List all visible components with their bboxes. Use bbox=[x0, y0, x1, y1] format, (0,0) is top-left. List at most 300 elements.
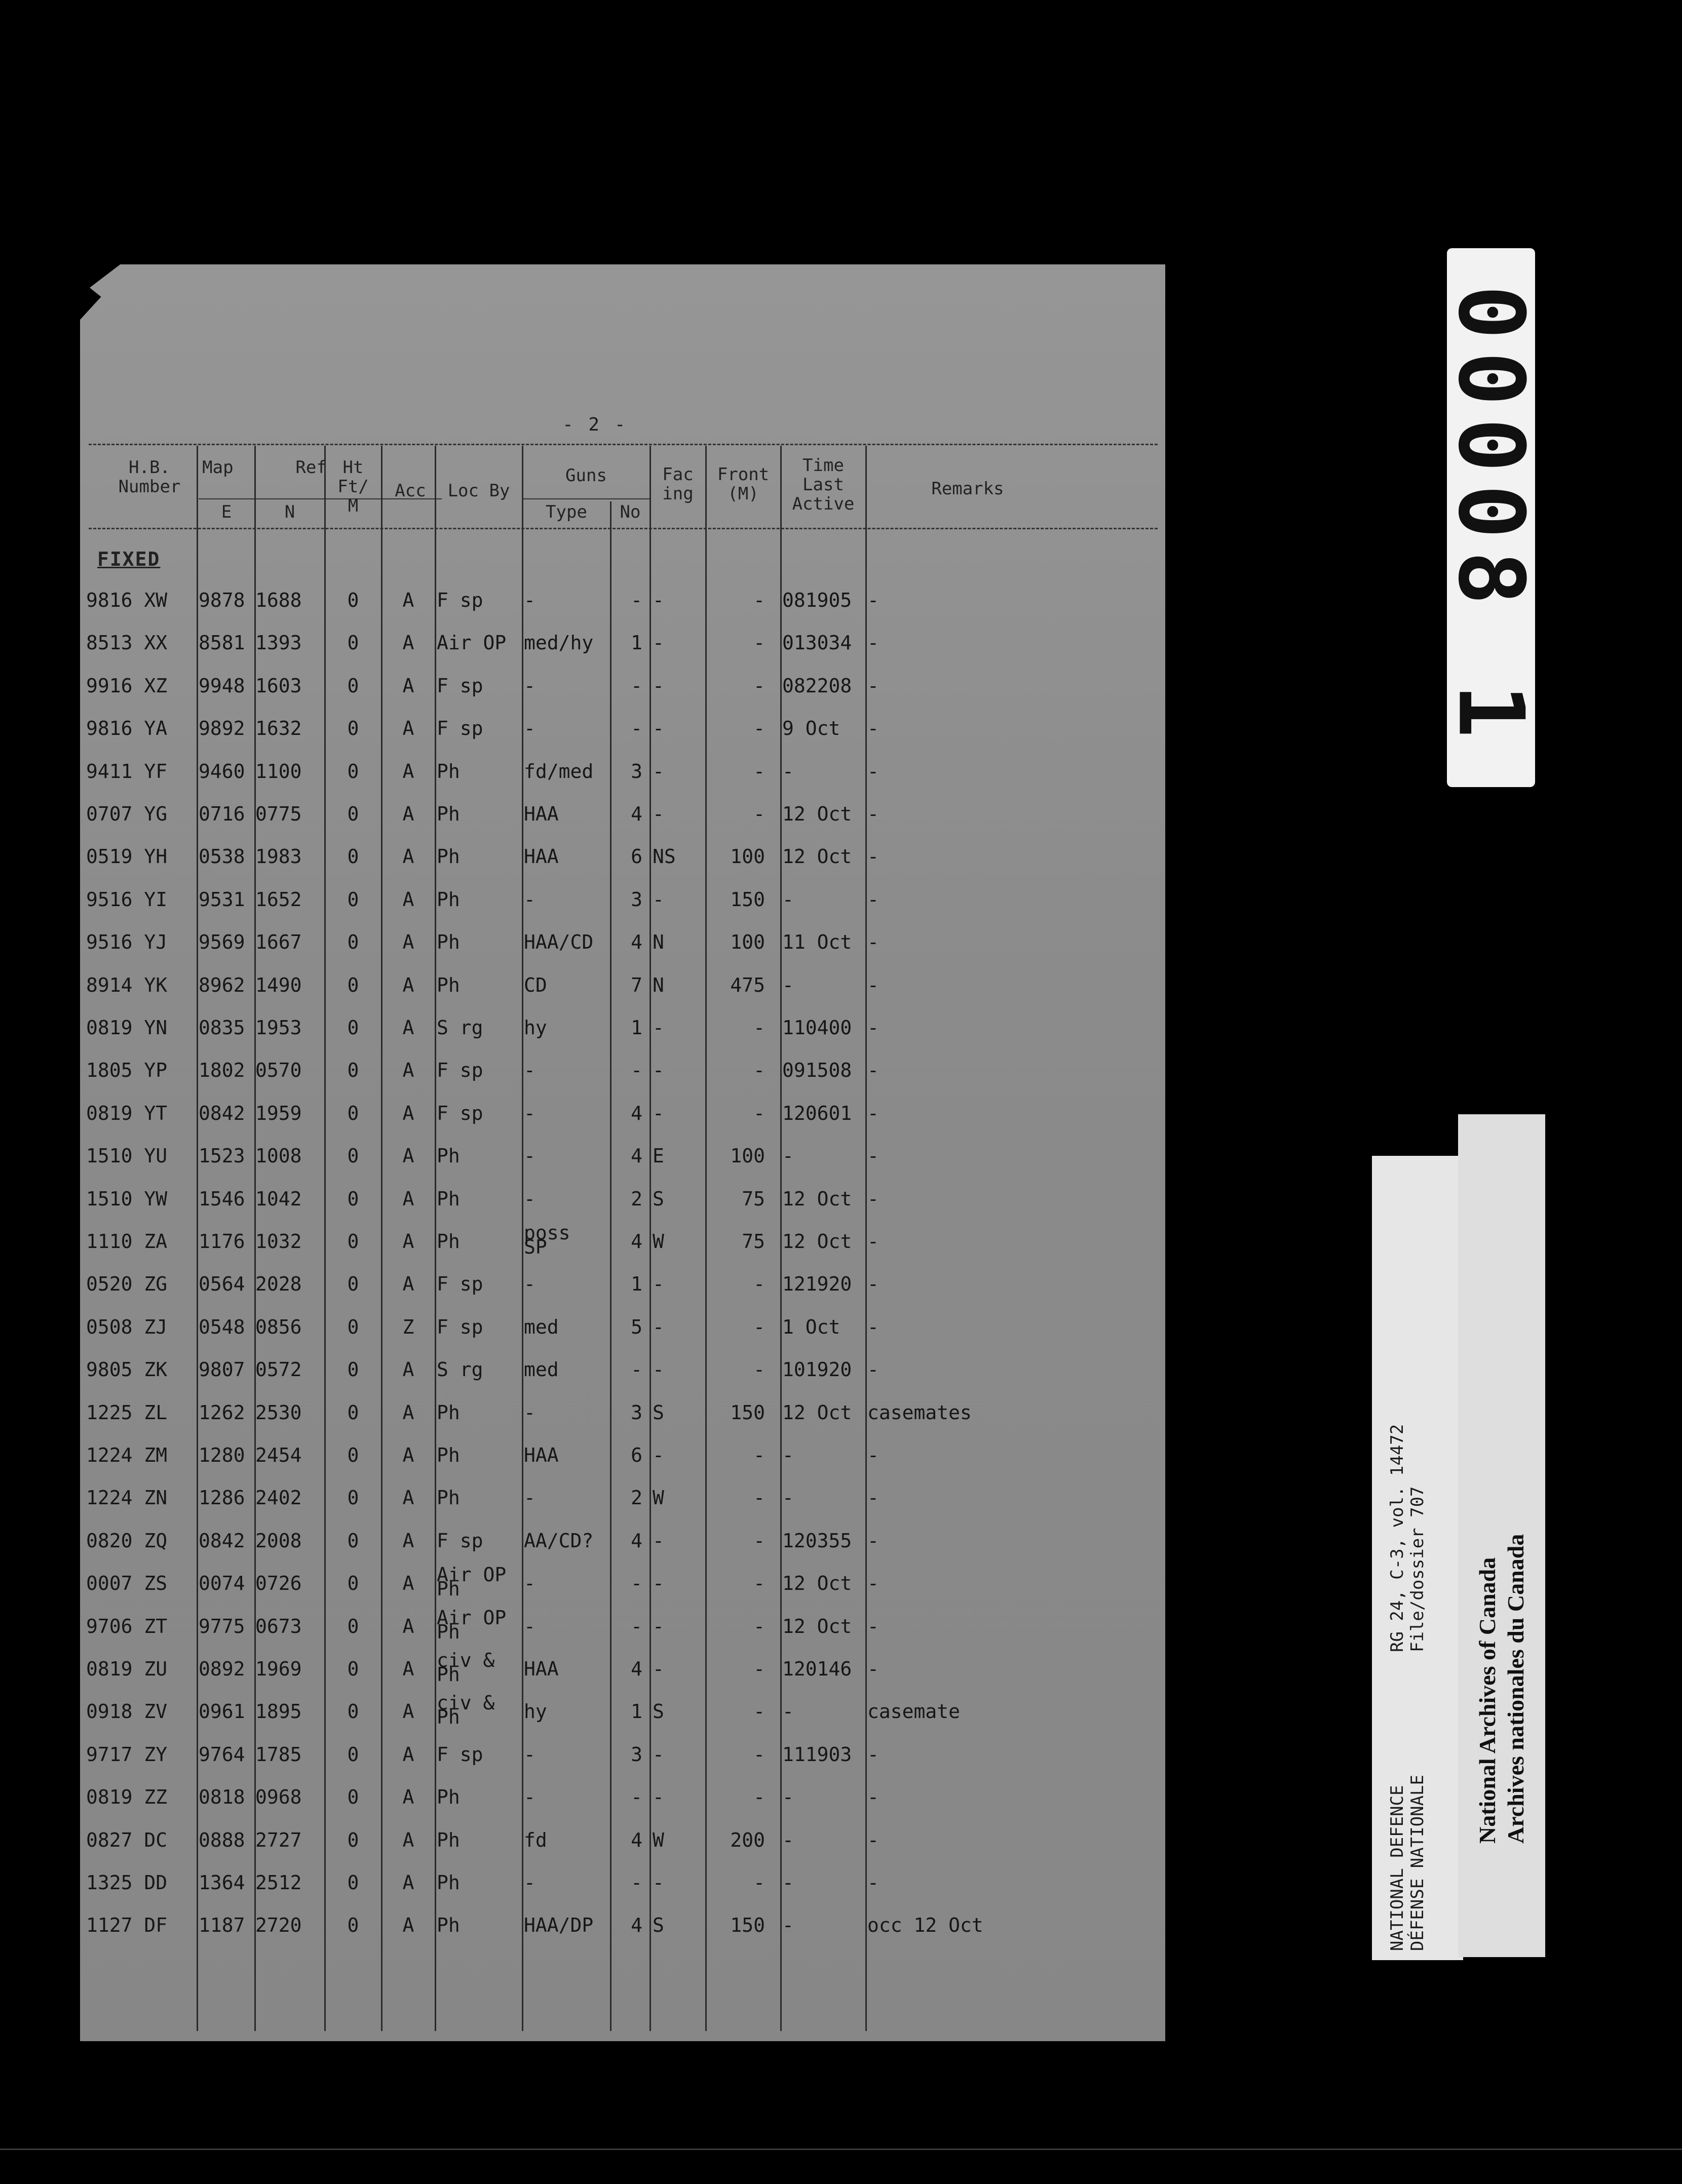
cell-located-by: Ph bbox=[437, 1444, 460, 1466]
cell-remarks: - bbox=[867, 1273, 879, 1296]
cell-accuracy: A bbox=[402, 973, 414, 996]
cell-located-by: civ & Ph bbox=[437, 1649, 495, 1686]
cell-accuracy: A bbox=[402, 1230, 414, 1253]
cell-map-n: 1959 bbox=[255, 1102, 302, 1124]
cell-frontage: 150 bbox=[730, 1914, 765, 1937]
cell-hb-number: 1127 DF bbox=[86, 1914, 168, 1937]
section-fixed: FIXED bbox=[97, 548, 161, 570]
cell-frontage: 150 bbox=[730, 1401, 765, 1424]
cell-height: 0 bbox=[347, 1743, 359, 1766]
cell-gun-count: 4 bbox=[631, 1828, 642, 1851]
cell-gun-type: - bbox=[524, 1615, 536, 1637]
cell-remarks: - bbox=[867, 1871, 879, 1894]
cell-time-last-active: 9 Oct bbox=[782, 717, 840, 740]
cell-located-by: Ph bbox=[437, 1487, 460, 1509]
cell-gun-count: - bbox=[631, 1871, 642, 1894]
cell-located-by: Ph bbox=[437, 1914, 460, 1937]
header-ht: Ht Ft/ M bbox=[337, 457, 369, 516]
cell-gun-count: - bbox=[631, 1615, 642, 1637]
cell-facing: - bbox=[653, 1529, 664, 1552]
cell-gun-type: AA/CD? bbox=[524, 1529, 594, 1552]
cell-gun-count: 3 bbox=[631, 1401, 642, 1424]
cell-remarks: - bbox=[867, 1444, 879, 1466]
cell-located-by: Ph bbox=[437, 888, 460, 911]
cell-gun-count: - bbox=[631, 589, 642, 611]
cell-gun-count: - bbox=[631, 1786, 642, 1809]
cell-gun-count: 4 bbox=[631, 1230, 642, 1253]
cell-facing: - bbox=[653, 1315, 664, 1338]
cell-gun-count: 4 bbox=[631, 1914, 642, 1937]
cell-accuracy: A bbox=[402, 1615, 414, 1637]
cell-located-by: Ph bbox=[437, 1401, 460, 1424]
cell-time-last-active: 12 Oct bbox=[782, 1572, 852, 1595]
cell-gun-count: - bbox=[631, 1358, 642, 1381]
label-defence-text bbox=[1387, 1775, 1428, 1951]
cell-map-e: 9807 bbox=[199, 1358, 245, 1381]
cell-facing: - bbox=[653, 1658, 664, 1680]
cell-facing: W bbox=[653, 1828, 664, 1851]
cell-located-by: S rg bbox=[437, 1017, 483, 1039]
table-top-rule bbox=[89, 444, 1158, 445]
cell-gun-type: - bbox=[524, 1187, 536, 1210]
cell-remarks: - bbox=[867, 1828, 879, 1851]
cell-map-n: 1895 bbox=[255, 1700, 302, 1723]
cell-frontage: 100 bbox=[730, 931, 765, 954]
cell-map-n: 0673 bbox=[255, 1615, 302, 1637]
cell-located-by: Ph bbox=[437, 1786, 460, 1809]
cell-map-e: 1546 bbox=[199, 1187, 245, 1210]
col-line bbox=[865, 446, 867, 2031]
header-front: Front (M) bbox=[717, 464, 770, 504]
cell-located-by: Ph bbox=[437, 973, 460, 996]
cell-facing: - bbox=[653, 717, 664, 740]
cell-hb-number: 9516 YJ bbox=[86, 931, 168, 954]
cell-located-by: Ph bbox=[437, 1187, 460, 1210]
cell-map-n: 1032 bbox=[255, 1230, 302, 1253]
cell-hb-number: 0918 ZV bbox=[86, 1700, 168, 1723]
cell-located-by: Ph bbox=[437, 1871, 460, 1894]
cell-located-by: F sp bbox=[437, 1059, 483, 1082]
cell-frontage: - bbox=[753, 1315, 765, 1338]
cell-facing: - bbox=[653, 1572, 664, 1595]
cell-frontage: - bbox=[753, 1358, 765, 1381]
cell-gun-type: HAA bbox=[524, 845, 559, 868]
cell-hb-number: 0707 YG bbox=[86, 803, 168, 825]
cell-gun-count: 1 bbox=[631, 1273, 642, 1296]
cell-height: 0 bbox=[347, 760, 359, 783]
cell-gun-count: 3 bbox=[631, 888, 642, 911]
cell-height: 0 bbox=[347, 1230, 359, 1253]
cell-height: 0 bbox=[347, 717, 359, 740]
cell-accuracy: A bbox=[402, 674, 414, 697]
cell-hb-number: 0007 ZS bbox=[86, 1572, 168, 1595]
cell-gun-type: - bbox=[524, 589, 536, 611]
cell-gun-type: - bbox=[524, 1273, 536, 1296]
cell-map-e: 0835 bbox=[199, 1017, 245, 1039]
cell-time-last-active: - bbox=[782, 1487, 794, 1509]
header-bottom-rule bbox=[89, 528, 1158, 529]
cell-gun-count: 1 bbox=[631, 1017, 642, 1039]
cell-gun-type: - bbox=[524, 1401, 536, 1424]
cell-hb-number: 1325 DD bbox=[86, 1871, 168, 1894]
cell-gun-type: HAA/CD bbox=[524, 931, 594, 954]
cell-height: 0 bbox=[347, 1572, 359, 1595]
cell-accuracy: A bbox=[402, 1358, 414, 1381]
cell-map-e: 9460 bbox=[199, 760, 245, 783]
cell-gun-type: - bbox=[524, 1145, 536, 1167]
cell-gun-count: - bbox=[631, 674, 642, 697]
header-facing: Fac ing bbox=[662, 464, 694, 504]
cell-map-e: 0888 bbox=[199, 1828, 245, 1851]
cell-facing: - bbox=[653, 589, 664, 611]
cell-map-n: 2512 bbox=[255, 1871, 302, 1894]
cell-map-n: 0775 bbox=[255, 803, 302, 825]
cell-map-e: 9892 bbox=[199, 717, 245, 740]
cell-time-last-active: 12 Oct bbox=[782, 1187, 852, 1210]
cell-remarks: casemates bbox=[867, 1401, 972, 1424]
cell-map-n: 2727 bbox=[255, 1828, 302, 1851]
cell-map-e: 0074 bbox=[199, 1572, 245, 1595]
cell-remarks: - bbox=[867, 1102, 879, 1124]
cell-map-n: 2028 bbox=[255, 1273, 302, 1296]
cell-facing: S bbox=[653, 1914, 664, 1937]
cell-hb-number: 9516 YI bbox=[86, 888, 168, 911]
cell-remarks: - bbox=[867, 760, 879, 783]
cell-time-last-active: 11 Oct bbox=[782, 931, 852, 954]
cell-remarks: - bbox=[867, 888, 879, 911]
cell-hb-number: 1224 ZM bbox=[86, 1444, 168, 1466]
cell-hb-number: 1510 YU bbox=[86, 1145, 168, 1167]
cell-frontage: 75 bbox=[742, 1187, 765, 1210]
cell-height: 0 bbox=[347, 1615, 359, 1637]
cell-hb-number: 1510 YW bbox=[86, 1187, 168, 1210]
cell-hb-number: 0508 ZJ bbox=[86, 1315, 168, 1338]
col-line bbox=[780, 446, 782, 2031]
cell-accuracy: A bbox=[402, 1572, 414, 1595]
cell-hb-number: 0827 DC bbox=[86, 1828, 168, 1851]
archive-label-defence bbox=[1372, 1156, 1463, 1960]
cell-height: 0 bbox=[347, 589, 359, 611]
cell-gun-type: poss SP bbox=[524, 1222, 570, 1258]
cell-accuracy: A bbox=[402, 888, 414, 911]
cell-map-n: 1393 bbox=[255, 632, 302, 654]
cell-height: 0 bbox=[347, 1315, 359, 1338]
cell-gun-type: HAA bbox=[524, 1444, 559, 1466]
cell-facing: E bbox=[653, 1145, 664, 1167]
cell-frontage: - bbox=[753, 1102, 765, 1124]
cell-map-e: 1262 bbox=[199, 1401, 245, 1424]
cell-gun-type: HAA/DP bbox=[524, 1914, 594, 1937]
cell-remarks: occ 12 Oct bbox=[867, 1914, 983, 1937]
cell-gun-type: - bbox=[524, 1487, 536, 1509]
cell-height: 0 bbox=[347, 1187, 359, 1210]
cell-frontage: - bbox=[753, 1444, 765, 1466]
cell-remarks: - bbox=[867, 1230, 879, 1253]
cell-gun-count: 3 bbox=[631, 1743, 642, 1766]
cell-map-e: 1286 bbox=[199, 1487, 245, 1509]
header-e: E bbox=[221, 502, 232, 522]
cell-accuracy: A bbox=[402, 1786, 414, 1809]
cell-map-e: 0538 bbox=[199, 845, 245, 868]
cell-remarks: - bbox=[867, 845, 879, 868]
cell-accuracy: A bbox=[402, 1487, 414, 1509]
cell-height: 0 bbox=[347, 1145, 359, 1167]
cell-hb-number: 1110 ZA bbox=[86, 1230, 168, 1253]
cell-map-e: 0818 bbox=[199, 1786, 245, 1809]
cell-remarks: - bbox=[867, 1145, 879, 1167]
cell-facing: S bbox=[653, 1700, 664, 1723]
cell-gun-count: 6 bbox=[631, 845, 642, 868]
cell-height: 0 bbox=[347, 632, 359, 654]
cell-time-last-active: 12 Oct bbox=[782, 1401, 852, 1424]
cell-gun-count: - bbox=[631, 1572, 642, 1595]
cell-gun-type: - bbox=[524, 1102, 536, 1124]
cell-time-last-active: - bbox=[782, 1828, 794, 1851]
cell-gun-type: - bbox=[524, 1572, 536, 1595]
cell-facing: S bbox=[653, 1401, 664, 1424]
cell-map-n: 1490 bbox=[255, 973, 302, 996]
label-line-file: File/dossier 707 bbox=[1407, 1486, 1428, 1652]
cell-remarks: - bbox=[867, 1529, 879, 1552]
cell-map-n: 1983 bbox=[255, 845, 302, 868]
cell-accuracy: A bbox=[402, 845, 414, 868]
cell-frontage: - bbox=[753, 717, 765, 740]
cell-facing: - bbox=[653, 1871, 664, 1894]
cell-frontage: - bbox=[753, 1786, 765, 1809]
page-number: - 2 - bbox=[562, 414, 628, 435]
cell-accuracy: A bbox=[402, 1828, 414, 1851]
cell-map-n: 1688 bbox=[255, 589, 302, 611]
cell-map-n: 0726 bbox=[255, 1572, 302, 1595]
cell-located-by: civ & Ph bbox=[437, 1692, 495, 1729]
cell-map-e: 1280 bbox=[199, 1444, 245, 1466]
cell-map-e: 0548 bbox=[199, 1315, 245, 1338]
frame-number: 00008 1 bbox=[1438, 285, 1544, 751]
cell-accuracy: A bbox=[402, 1187, 414, 1210]
cell-remarks: - bbox=[867, 717, 879, 740]
cell-facing: - bbox=[653, 1444, 664, 1466]
cell-frontage: - bbox=[753, 1059, 765, 1082]
cell-gun-count: - bbox=[631, 1059, 642, 1082]
cell-hb-number: 9717 ZY bbox=[86, 1743, 168, 1766]
cell-time-last-active: 082208 bbox=[782, 674, 852, 697]
cell-time-last-active: 120355 bbox=[782, 1529, 852, 1552]
cell-height: 0 bbox=[347, 1658, 359, 1680]
cell-gun-count: 7 bbox=[631, 973, 642, 996]
header-type: Type bbox=[546, 502, 587, 522]
cell-gun-count: 4 bbox=[631, 1102, 642, 1124]
cell-located-by: Ph bbox=[437, 931, 460, 954]
cell-accuracy: A bbox=[402, 632, 414, 654]
cell-time-last-active: 111903 bbox=[782, 1743, 852, 1766]
cell-hb-number: 0820 ZQ bbox=[86, 1529, 168, 1552]
col-line bbox=[435, 446, 436, 2031]
cell-accuracy: A bbox=[402, 1145, 414, 1167]
cell-facing: - bbox=[653, 1017, 664, 1039]
cell-gun-count: 2 bbox=[631, 1187, 642, 1210]
cell-map-e: 0842 bbox=[199, 1529, 245, 1552]
cell-remarks: - bbox=[867, 1017, 879, 1039]
cell-time-last-active: 1 Oct bbox=[782, 1315, 840, 1338]
cell-map-n: 1008 bbox=[255, 1145, 302, 1167]
cell-map-e: 1802 bbox=[199, 1059, 245, 1082]
cell-frontage: 75 bbox=[742, 1230, 765, 1253]
cell-frontage: - bbox=[753, 1572, 765, 1595]
cell-time-last-active: 101920 bbox=[782, 1358, 852, 1381]
cell-map-n: 1603 bbox=[255, 674, 302, 697]
cell-remarks: - bbox=[867, 1315, 879, 1338]
cell-time-last-active: 12 Oct bbox=[782, 1230, 852, 1253]
cell-accuracy: A bbox=[402, 1658, 414, 1680]
cell-hb-number: 1805 YP bbox=[86, 1059, 168, 1082]
cell-time-last-active: 12 Oct bbox=[782, 845, 852, 868]
cell-facing: - bbox=[653, 632, 664, 654]
cell-hb-number: 9706 ZT bbox=[86, 1615, 168, 1637]
cell-map-e: 9569 bbox=[199, 931, 245, 954]
cell-time-last-active: 12 Oct bbox=[782, 1615, 852, 1637]
header-acc: Acc bbox=[395, 481, 426, 501]
cell-gun-type: HAA bbox=[524, 1658, 559, 1680]
cell-facing: NS bbox=[653, 845, 676, 868]
cell-facing: S bbox=[653, 1187, 664, 1210]
cell-height: 0 bbox=[347, 1871, 359, 1894]
cell-accuracy: A bbox=[402, 931, 414, 954]
cell-gun-type: - bbox=[524, 888, 536, 911]
cell-remarks: - bbox=[867, 973, 879, 996]
cell-time-last-active: 12 Oct bbox=[782, 803, 852, 825]
cell-facing: N bbox=[653, 931, 664, 954]
cell-time-last-active: - bbox=[782, 1914, 794, 1937]
cell-hb-number: 0519 YH bbox=[86, 845, 168, 868]
cell-accuracy: A bbox=[402, 1059, 414, 1082]
cell-remarks: - bbox=[867, 1187, 879, 1210]
cell-frontage: - bbox=[753, 1273, 765, 1296]
cell-gun-type: HAA bbox=[524, 803, 559, 825]
cell-frontage: - bbox=[753, 1529, 765, 1552]
cell-frontage: 200 bbox=[730, 1828, 765, 1851]
cell-facing: - bbox=[653, 1059, 664, 1082]
cell-facing: - bbox=[653, 803, 664, 825]
cell-remarks: - bbox=[867, 1615, 879, 1637]
cell-time-last-active: 120146 bbox=[782, 1658, 852, 1680]
cell-accuracy: A bbox=[402, 1914, 414, 1937]
cell-map-e: 0892 bbox=[199, 1658, 245, 1680]
cell-gun-type: fd/med bbox=[524, 760, 594, 783]
cell-frontage: - bbox=[753, 589, 765, 611]
cell-map-n: 0856 bbox=[255, 1315, 302, 1338]
cell-frontage: 475 bbox=[730, 973, 765, 996]
cell-map-n: 1100 bbox=[255, 760, 302, 783]
cell-height: 0 bbox=[347, 1059, 359, 1082]
cell-hb-number: 0819 YT bbox=[86, 1102, 168, 1124]
cell-gun-count: 2 bbox=[631, 1487, 642, 1509]
cell-remarks: - bbox=[867, 1658, 879, 1680]
cell-hb-number: 1225 ZL bbox=[86, 1401, 168, 1424]
cell-located-by: F sp bbox=[437, 1273, 483, 1296]
cell-accuracy: A bbox=[402, 1529, 414, 1552]
cell-located-by: Ph bbox=[437, 1145, 460, 1167]
cell-remarks: casemate bbox=[867, 1700, 961, 1723]
cell-time-last-active: - bbox=[782, 760, 794, 783]
cell-located-by: Ph bbox=[437, 760, 460, 783]
cell-accuracy: A bbox=[402, 717, 414, 740]
cell-frontage: - bbox=[753, 1487, 765, 1509]
cell-gun-type: CD bbox=[524, 973, 547, 996]
cell-located-by: F sp bbox=[437, 717, 483, 740]
cell-facing: - bbox=[653, 1615, 664, 1637]
cell-accuracy: A bbox=[402, 1102, 414, 1124]
cell-time-last-active: 091508 bbox=[782, 1059, 852, 1082]
cell-gun-count: 5 bbox=[631, 1315, 642, 1338]
cell-hb-number: 0520 ZG bbox=[86, 1273, 168, 1296]
cell-height: 0 bbox=[347, 931, 359, 954]
cell-height: 0 bbox=[347, 1487, 359, 1509]
col-line bbox=[197, 446, 198, 2031]
cell-map-n: 1632 bbox=[255, 717, 302, 740]
cell-gun-type: - bbox=[524, 1059, 536, 1082]
cell-gun-type: med bbox=[524, 1315, 559, 1338]
cell-time-last-active: - bbox=[782, 1871, 794, 1894]
cell-hb-number: 9411 YF bbox=[86, 760, 168, 783]
cell-gun-type: - bbox=[524, 674, 536, 697]
cell-facing: N bbox=[653, 973, 664, 996]
cell-gun-type: - bbox=[524, 1871, 536, 1894]
cell-located-by: F sp bbox=[437, 1743, 483, 1766]
cell-height: 0 bbox=[347, 1102, 359, 1124]
cell-map-e: 8962 bbox=[199, 973, 245, 996]
cell-time-last-active: - bbox=[782, 1786, 794, 1809]
header-map-ref: Map Ref bbox=[202, 457, 327, 478]
header-guns: Guns bbox=[565, 465, 607, 486]
cell-hb-number: 9916 XZ bbox=[86, 674, 168, 697]
cell-located-by: Ph bbox=[437, 1828, 460, 1851]
cell-facing: - bbox=[653, 1786, 664, 1809]
cell-map-n: 1042 bbox=[255, 1187, 302, 1210]
cell-map-e: 9764 bbox=[199, 1743, 245, 1766]
cell-map-n: 1652 bbox=[255, 888, 302, 911]
label-reference-text bbox=[1387, 1424, 1428, 1652]
cell-facing: W bbox=[653, 1487, 664, 1509]
label-line-national-archives: National Archives of Canada bbox=[1474, 1557, 1500, 1844]
cell-map-n: 0572 bbox=[255, 1358, 302, 1381]
cell-map-n: 1953 bbox=[255, 1017, 302, 1039]
header-n: N bbox=[284, 502, 295, 522]
cell-located-by: Ph bbox=[437, 1230, 460, 1253]
cell-time-last-active: 013034 bbox=[782, 632, 852, 654]
cell-gun-count: - bbox=[631, 717, 642, 740]
cell-frontage: - bbox=[753, 1658, 765, 1680]
cell-map-n: 1667 bbox=[255, 931, 302, 954]
label-line-national-defence: NATIONAL DEFENCE bbox=[1387, 1785, 1407, 1951]
cell-map-n: 2402 bbox=[255, 1487, 302, 1509]
guns-sub-rule bbox=[522, 498, 649, 499]
cell-located-by: S rg bbox=[437, 1358, 483, 1381]
cell-facing: - bbox=[653, 1358, 664, 1381]
cell-frontage: - bbox=[753, 1700, 765, 1723]
cell-accuracy: A bbox=[402, 1871, 414, 1894]
cell-time-last-active: 121920 bbox=[782, 1273, 852, 1296]
archive-label-nac bbox=[1458, 1114, 1545, 1957]
col-line bbox=[522, 446, 523, 2031]
cell-height: 0 bbox=[347, 1273, 359, 1296]
cell-gun-count: 4 bbox=[631, 1658, 642, 1680]
cell-gun-count: 1 bbox=[631, 632, 642, 654]
cell-accuracy: A bbox=[402, 1444, 414, 1466]
cell-height: 0 bbox=[347, 888, 359, 911]
cell-located-by: Ph bbox=[437, 845, 460, 868]
cell-facing: - bbox=[653, 1273, 664, 1296]
cell-map-e: 9948 bbox=[199, 674, 245, 697]
